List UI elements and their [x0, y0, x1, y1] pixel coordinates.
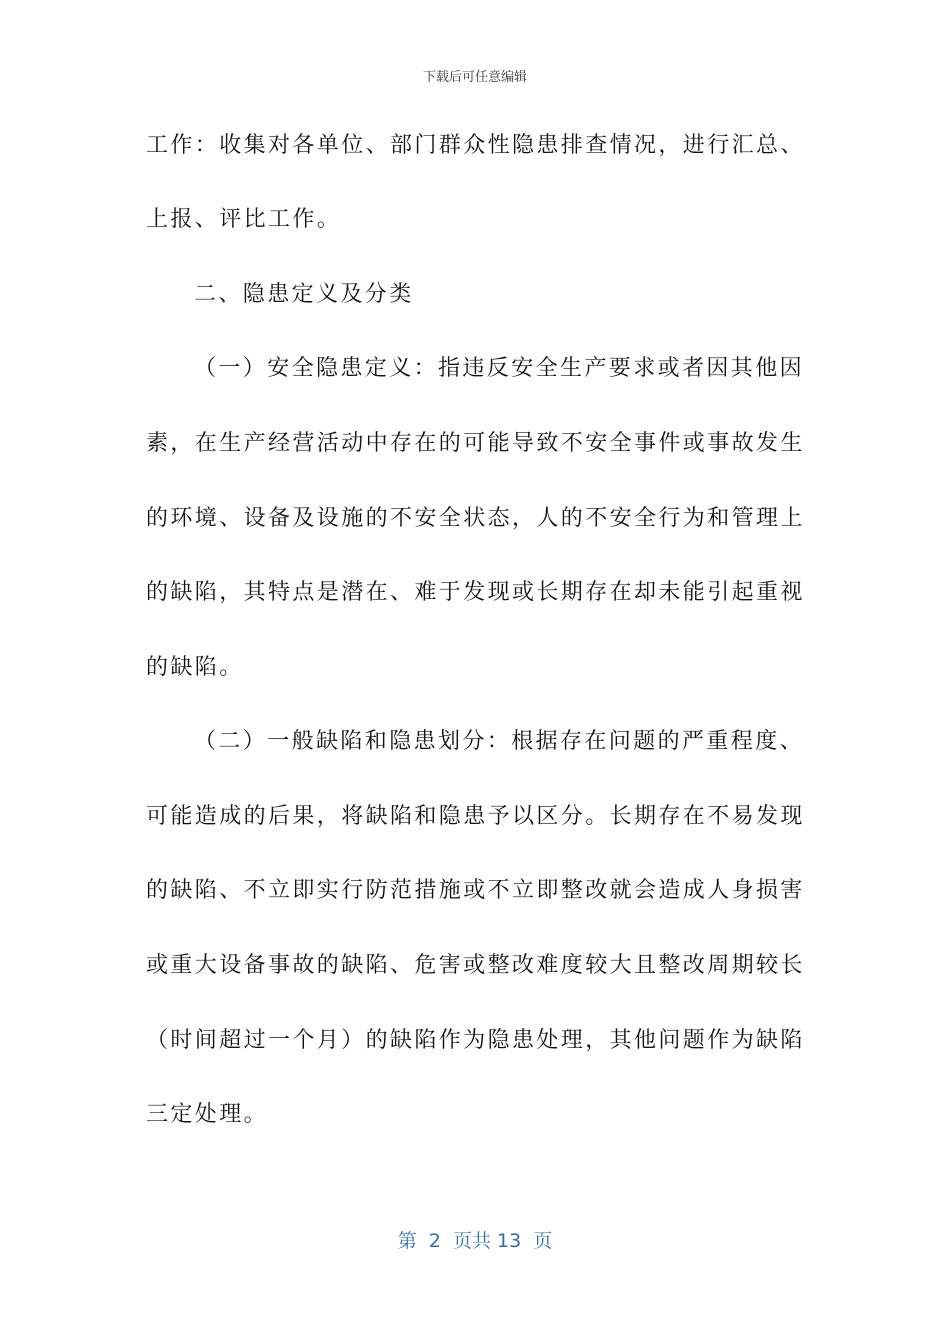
paragraph-line: 的缺陷，其特点是潜在、难于发现或长期存在却未能引起重视 — [146, 580, 805, 605]
paragraph-line: （时间超过一个月）的缺陷作为隐患处理，其他问题作为缺陷 — [146, 1028, 805, 1053]
paragraph-line: 的缺陷。 — [146, 655, 244, 680]
paragraph-line: 素，在生产经营活动中存在的可能导致不安全事件或事故发生 — [146, 431, 805, 456]
paragraph-line: 上报、评比工作。 — [146, 207, 342, 232]
paragraph-line: 的环境、设备及设施的不安全状态，人的不安全行为和管理上 — [146, 506, 805, 531]
paragraph-line: 的缺陷、不立即实行防范措施或不立即整改就会造成人身损害 — [146, 878, 805, 903]
header-note: 下载后可任意编辑 — [422, 70, 527, 85]
paragraph-line: （一）安全隐患定义：指违反安全生产要求或者因其他因 — [194, 356, 805, 381]
paragraph-line: 或重大设备事故的缺陷、危害或整改难度较大且整改周期较长 — [146, 953, 805, 978]
paragraph-line: 三定处理。 — [146, 1102, 269, 1127]
page-number-footer: 第 2 页共 13 页 — [397, 1230, 553, 1252]
paragraph-line: （二）一般缺陷和隐患划分：根据存在问题的严重程度、 — [194, 729, 805, 754]
section-heading: 二、隐患定义及分类 — [194, 282, 414, 307]
paragraph-line: 工作：收集对各单位、部门群众性隐患排查情况，进行汇总、 — [146, 133, 805, 158]
paragraph-line: 可能造成的后果，将缺陷和隐患予以区分。长期存在不易发现 — [146, 804, 805, 829]
